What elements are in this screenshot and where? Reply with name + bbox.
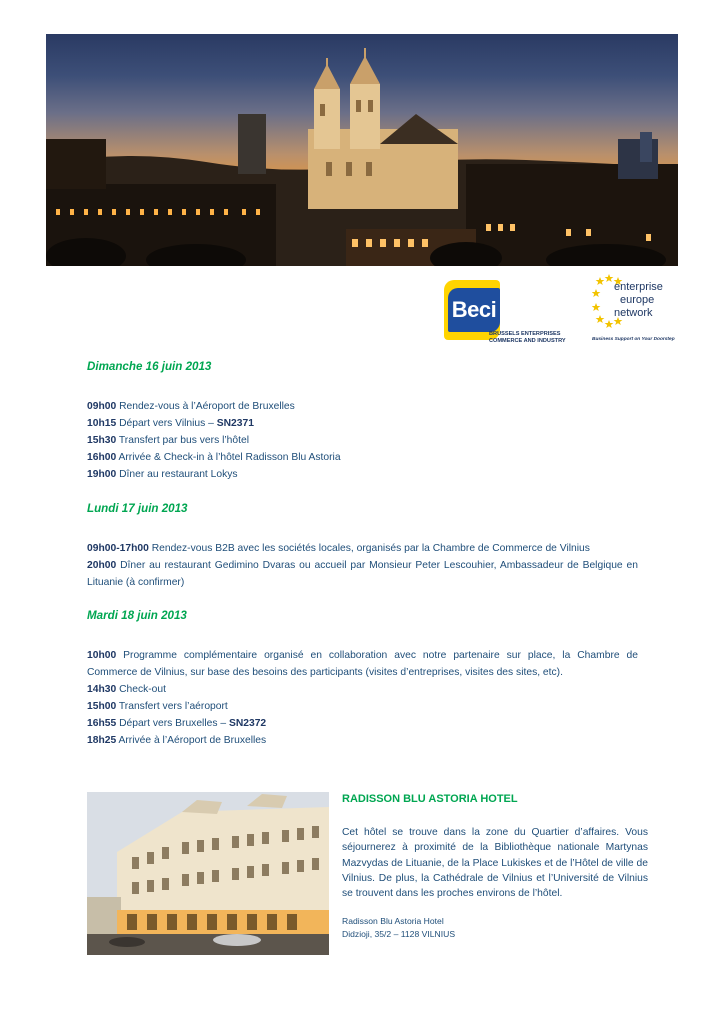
event-item <box>87 698 638 715</box>
day-3-section <box>87 607 638 749</box>
day-2-events <box>87 540 638 591</box>
flight-number: SN2371 <box>216 418 254 429</box>
flight-number: SN2372 <box>228 718 267 729</box>
day-1-heading: Dimanche 16 juin 2013 <box>87 360 212 373</box>
event-text: Check-out <box>116 684 166 695</box>
event-time: 14h30 <box>87 684 117 695</box>
day-1-events <box>87 398 638 483</box>
event-item <box>87 540 638 557</box>
hotel-photo <box>87 792 329 955</box>
day-3-events <box>87 647 638 749</box>
event-time: 16h55 <box>87 718 117 729</box>
event-text: Rendez-vous B2B avec les sociétés locales, organisés par la Chambre de Commerce de Vilnius <box>148 543 590 554</box>
event-time: 18h25 <box>87 735 117 746</box>
city-skyline-illustration <box>46 34 678 266</box>
event-item <box>87 715 638 732</box>
event-text: Transfert vers l’aéroport <box>116 701 228 712</box>
event-time: 10h00 <box>87 650 117 661</box>
een-line-europe: europe <box>620 294 655 306</box>
beci-logo <box>444 280 579 348</box>
een-line-network: network <box>614 307 653 319</box>
hotel-info <box>342 791 648 940</box>
enterprise-europe-network-logo <box>592 272 682 350</box>
day-2-heading: Lundi 17 juin 2013 <box>87 502 188 515</box>
event-text: Arrivée à l’Aéroport de Bruxelles <box>116 735 267 746</box>
beci-tagline-line2: COMMERCE AND INDUSTRY <box>489 338 566 344</box>
hotel-address <box>342 915 648 940</box>
event-time: 09h00 <box>87 401 117 412</box>
event-time: 16h00 <box>87 452 117 463</box>
event-item <box>87 466 638 483</box>
een-wordmark <box>614 281 684 320</box>
event-text: Arrivée & Check-in à l’hôtel Radisson Blu Astoria <box>116 452 341 463</box>
hotel-address-line1: Radisson Blu Astoria Hotel <box>342 916 444 927</box>
event-text: Transfert par bus vers l’hôtel <box>116 435 249 446</box>
day-1-section <box>87 358 638 483</box>
event-text: Départ vers Bruxelles – <box>116 718 229 729</box>
een-slogan: Business Support on Your Doorstep <box>592 337 675 342</box>
event-text: Dîner au restaurant Lokys <box>116 469 238 480</box>
vilnius-night-photo <box>46 34 678 266</box>
event-item <box>87 732 638 749</box>
beci-tagline-line1: BRUSSELS ENTERPRISES <box>489 331 561 337</box>
event-time: 10h15 <box>87 418 117 429</box>
event-time: 09h00-17h00 <box>87 543 149 554</box>
day-2-section <box>87 500 638 591</box>
event-text: Rendez-vous à l’Aéroport de Bruxelles <box>116 401 295 412</box>
event-time: 20h00 <box>87 560 117 571</box>
event-item <box>87 432 638 449</box>
event-time: 15h30 <box>87 435 117 446</box>
day-3-heading: Mardi 18 juin 2013 <box>87 609 187 622</box>
beci-mark-text: Beci <box>448 288 500 332</box>
hotel-description: Cet hôtel se trouve dans la zone du Quartier d’affaires. Vous séjournerez à proximité de la Bibliothèque nationale Martynas Mazvydas de Lituanie, de la Place Lukiskes et de l’Hôtel de ville de Vilnius. De plus, la Cathédrale de Vilnius et l’Université de Vilnius se trouvent dans les proches environs de l’hôtel. <box>342 827 648 900</box>
event-item <box>87 557 638 591</box>
event-item <box>87 415 638 432</box>
beci-tagline <box>489 331 584 345</box>
event-item <box>87 398 638 415</box>
event-item <box>87 681 638 698</box>
event-item <box>87 449 638 466</box>
event-item <box>87 647 638 681</box>
een-line-enterprise: enterprise <box>614 281 663 293</box>
hotel-address-line2: Didzioji, 35/2 – 1128 VILNIUS <box>342 928 456 939</box>
hotel-title: RADISSON BLU ASTORIA HOTEL <box>342 793 518 805</box>
event-text: Programme complémentaire organisé en collaboration avec notre partenaire sur place, la Chambre de Commerce de Vilnius, sur base des besoins des participants (visites d’entreprises, visites des sites, etc). <box>87 650 638 678</box>
hotel-building-illustration <box>87 792 329 955</box>
event-text: Dîner au restaurant Gedimino Dvaras ou accueil par Monsieur Peter Lescouhier, Ambassadeur de Belgique en Lituanie (à confirmer) <box>87 560 638 588</box>
event-time: 19h00 <box>87 469 117 480</box>
event-time: 15h00 <box>87 701 117 712</box>
event-text: Départ vers Vilnius – <box>116 418 217 429</box>
